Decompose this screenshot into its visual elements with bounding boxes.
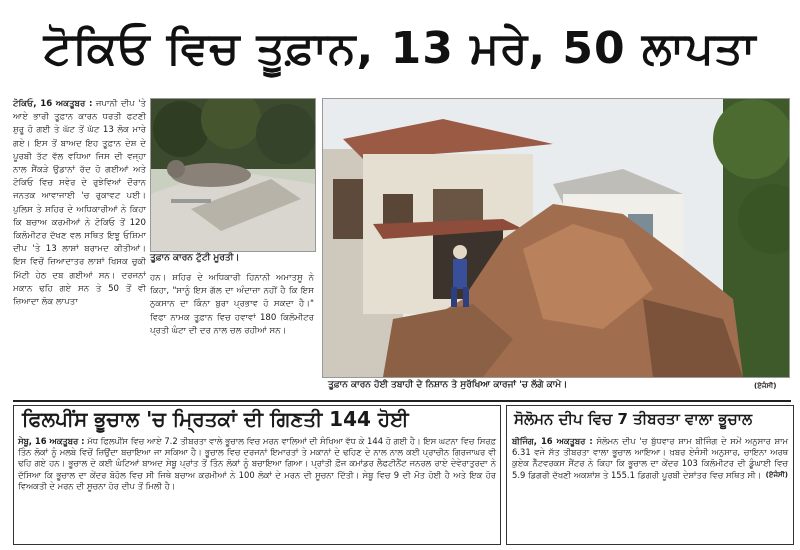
main-story-col2: ਹਨ। ਸ਼ਹਿਰ ਦੇ ਅਧਿਕਾਰੀ ਹਿਨਾਨੀ ਅਮਾਤਸੂ ਨੇ ਕਿਹਾ, "ਸਾਨੂੰ ਇਸ ਗੱਲ ਦਾ ਅੰਦਾਜ਼ਾ ਨਹੀਂ ਹੈ ਕਿ ਇਸ ਨੁਕਸਾਨ ਦਾ ਕਿੰਨਾ ਬੁਰਾ ਪ੍ਰਭਾਵ ਹੋ ਸਕਦਾ ਹੈ।" ਵਿਫਾ ਨਾਮਕ ਤੂਫ਼ਾਨ ਵਿਚ ਹਵਾਵਾਂ 180 ਕਿਲੋਮੀਟਰ ਪ੍ਰਤੀ ਘੰਟਾ ਦੀ ਦਰ ਨਾਲ ਚਲ ਰਹੀਆਂ ਸਨ। bbox=[150, 273, 314, 336]
statue-caption: ਤੂਫ਼ਾਨ ਕਾਰਨ ਟੁੱਟੀ ਮੂਰਤੀ। bbox=[150, 253, 240, 263]
philippines-body-text: ਮੱਧ ਫਿਲਪੀਂਸ ਵਿਚ ਆਏ 7.2 ਤੀਬਰਤਾ ਵਾਲੇ ਭੂਚਾਲ ਵਿਚ ਮਰਨ ਵਾਲਿਆਂ ਦੀ ਸੰਖਿਆ ਵੱਧ ਕੇ 144 ਹੋ ਗਈ ਹੈ। ਇਸ ਘਟਨਾ ਵਿਚ ਸਿਰਫ਼ ਤਿੰਨ ਲੋਕਾਂ ਨੂੰ ਮਲਬੇ ਵਿਚੋਂ ਜ਼ਿਉਂਦਾ ਬਚਾਇਆ ਜਾ ਸਕਿਆ ਹੈ। ਭੂਚਾਲ ਵਿਚ ਦਰਜਨਾਂ ਇਮਾਰਤਾਂ ਤੇ ਮਕਾਨਾਂ ਦੇ ਢਹਿਣ ਦੇ ਨਾਲ ਨਾਲ ਕਈ ਪ੍ਰਾਚੀਨ ਗਿਰਜਾਘਰ ਵੀ ਢਹਿ ਗਏ ਹਨ। ਭੂਚਾਲ ਦੇ ਕਈ ਘੰਟਿਆਂ ਬਾਅਦ ਸੇਬੂ ਪ੍ਰਾਂਤ ਤੋਂ ਤਿੰਨ ਲੋਕਾਂ ਨੂੰ ਬਚਾਇਆ ਗਿਆ। ਪ੍ਰਾਂਤੀ ਫ਼ੌਜ ਕਮਾਂਡਰ ਲੈਫਟੀਨੈਂਟ ਜਨਰਲ ਰਾਏ ਦੇਵੇਰਾਤੁਰਦਾ ਨੇ ਦੱਸਿਆ ਕਿ ਭੂਚਾਲ ਦਾ ਕੇਂਦਰ ਬੋਹੋਲ ਵਿਚ ਸੀ ਜਿਥੇ ਬਚਾਅ ਕਰਮੀਆਂ ਨੇ 100 ਲੋਕਾਂ ਦੇ ਮਰਨ ਦੀ ਸੂਚਨਾ ਦਿੱਤੀ। ਸੇਬੂ ਵਿਚ 9 ਦੀ ਮੌਤ ਹੋਈ ਹੈ ਅਤੇ ਇਕ ਹੋਰ ਵਿਅਕਤੀ ਦੇ ਮਰਨ ਦੀ ਸੂਚਨਾ ਹੋਰ ਦੀਪ ਤੋਂ ਮਿਲੀ ਹੈ। bbox=[18, 436, 496, 491]
solomon-credit: (ਏਜੰਸੀ) bbox=[765, 470, 788, 479]
photo-credit: (ਏਜੰਸੀ) bbox=[754, 382, 777, 390]
philippines-body bbox=[18, 436, 496, 542]
landslide-photo bbox=[322, 98, 790, 378]
landslide-photo-image bbox=[323, 99, 789, 377]
main-story-col1 bbox=[13, 98, 146, 400]
philippines-dateline: ਸੇਬੂ, 16 ਅਕਤੂਬਰ : bbox=[18, 436, 85, 446]
solomon-headline: ਸੋਲੋਮਨ ਦੀਪ ਵਿਚ 7 ਤੀਬਰਤਾ ਵਾਲਾ ਭੂਚਾਲ bbox=[514, 410, 753, 428]
main-story-col1-text: ਜਪਾਨੀ ਦੀਪ 'ਤੇ ਆਏ ਭਾਰੀ ਤੂਫ਼ਾਨ ਕਾਰਨ ਧਰਤੀ ਫਟਣੀ ਸ਼ੁਰੂ ਹੋ ਗਈ ਤੇ ਘੱਟ ਤੋਂ ਘੱਟ 13 ਲੋਕ ਮਾਰੇ ਗਏ। ਇਸ ਤੋਂ ਬਾਅਦ ਇਹ ਤੂਫ਼ਾਨ ਦੇਸ਼ ਦੇ ਪੂਰਬੀ ਤੱਟ ਵੱਲ ਵਧਿਆ ਜਿਸ ਦੀ ਵਜ੍ਹਾ ਨਾਲ ਸੈਂਕੜੇ ਉਡਾਨਾਂ ਰੱਦ ਹੋ ਗਈਆਂ ਅਤੇ ਟੋਕਿਓ ਵਿਚ ਸਵੇਰ ਦੇ ਰੁਝੇਵਿਆਂ ਦੌਰਾਨ ਜਨਤਕ ਆਵਾਜਾਈ 'ਚ ਰੁਕਾਵਟ ਪਈ। ਪੁਲਿਸ ਤੇ ਸ਼ਹਿਰ ਦੇ ਅਧਿਕਾਰੀਆਂ ਨੇ ਕਿਹਾ ਕਿ ਬਚਾਅ ਕਰਮੀਆਂ ਨੇ ਟੋਕਿਓ ਤੋਂ 120 ਕਿਲੋਮੀਟਰ ਦੱਖਣ ਵਲ ਸਥਿਤ ਇਝੂ ਓਸ਼ਿਮਾ ਦੀਪ 'ਤੇ 13 ਲਾਸ਼ਾਂ ਬਰਾਮਦ ਕੀਤੀਆਂ। ਇਸ ਵਿਚੋਂ ਜ਼ਿਆਦਾਤਰ ਲਾਸ਼ਾਂ ਖਿਸਕ ਚੁਕੀ ਮਿੱਟੀ ਹੇਠ ਦਬ ਗਈਆਂ ਸਨ। ਦਰਜਨਾਂ ਮਕਾਨ ਢਹਿ ਗਏ ਸਨ ਤੇ 50 ਤੋਂ ਵੀ ਜ਼ਿਆਦਾ ਲੋਕ ਲਾਪਤਾ bbox=[13, 99, 147, 308]
main-dateline: ਟੋਕਿਓ, 16 ਅਕਤੂਬਰ : bbox=[13, 99, 93, 109]
statue-photo bbox=[150, 98, 316, 252]
landslide-caption: ਤੂਫ਼ਾਨ ਕਾਰਨ ਹੋਈ ਤਬਾਹੀ ਦੇ ਨਿਸ਼ਾਨ ਤੇ ਸੁਰੱਖਿਆ ਕਾਰਜਾਂ 'ਚ ਲੱਗੇ ਕਾਮੇ। bbox=[328, 380, 568, 390]
solomon-body-text: ਸੋਲੋਮਨ ਦੀਪ 'ਚ ਬੁੱਧਵਾਰ ਸ਼ਾਮ ਬੀਜਿੰਗ ਦੇ ਸਮੇਂ ਅਨੁਸਾਰ ਸ਼ਾਮ 6.31 ਵਜੇ ਸੱਤ ਤੀਬਰਤਾ ਵਾਲਾ ਭੂਚਾਲ ਆਇਆ। ਖ਼ਬਰ ਏਜੰਸੀ ਅਨੁਸਾਰ, ਚਾਇਨਾ ਅਰਥ ਕੁਏਕ ਨੈੱਟਵਰਕਸ ਸੈਂਟਰ ਨੇ ਕਿਹਾ ਕਿ ਭੂਚਾਲ ਦਾ ਕੇਂਦਰ 103 ਕਿਲੋਮੀਟਰ ਦੀ ਡੂੰਘਾਈ ਵਿਚ 5.9 ਡਿਗਰੀ ਦੱਖਣੀ ਅਕਸ਼ਾਂਸ਼ ਤੇ 155.1 ਡਿਗਰੀ ਪੂਰਬੀ ਦੇਸ਼ਾਂਤਰ ਵਿਚ ਸਥਿਤ ਸੀ। bbox=[512, 436, 788, 480]
section-divider bbox=[13, 400, 791, 402]
solomon-dateline: ਬੀਜਿੰਗ, 16 ਅਕਤੂਬਰ : bbox=[512, 436, 593, 446]
page-headline: ਟੋਕਿਓ ਵਿਚ ਤੂਫ਼ਾਨ, 13 ਮਰੇ, 50 ਲਾਪਤਾ bbox=[43, 22, 757, 74]
solomon-body bbox=[512, 436, 788, 542]
philippines-headline: ਫਿਲਪੀਂਸ ਭੂਚਾਲ 'ਚ ਮ੍ਰਿਤਕਾਂ ਦੀ ਗਿਣਤੀ 144 ਹੋਈ bbox=[22, 407, 409, 431]
statue-photo-image bbox=[151, 99, 315, 251]
